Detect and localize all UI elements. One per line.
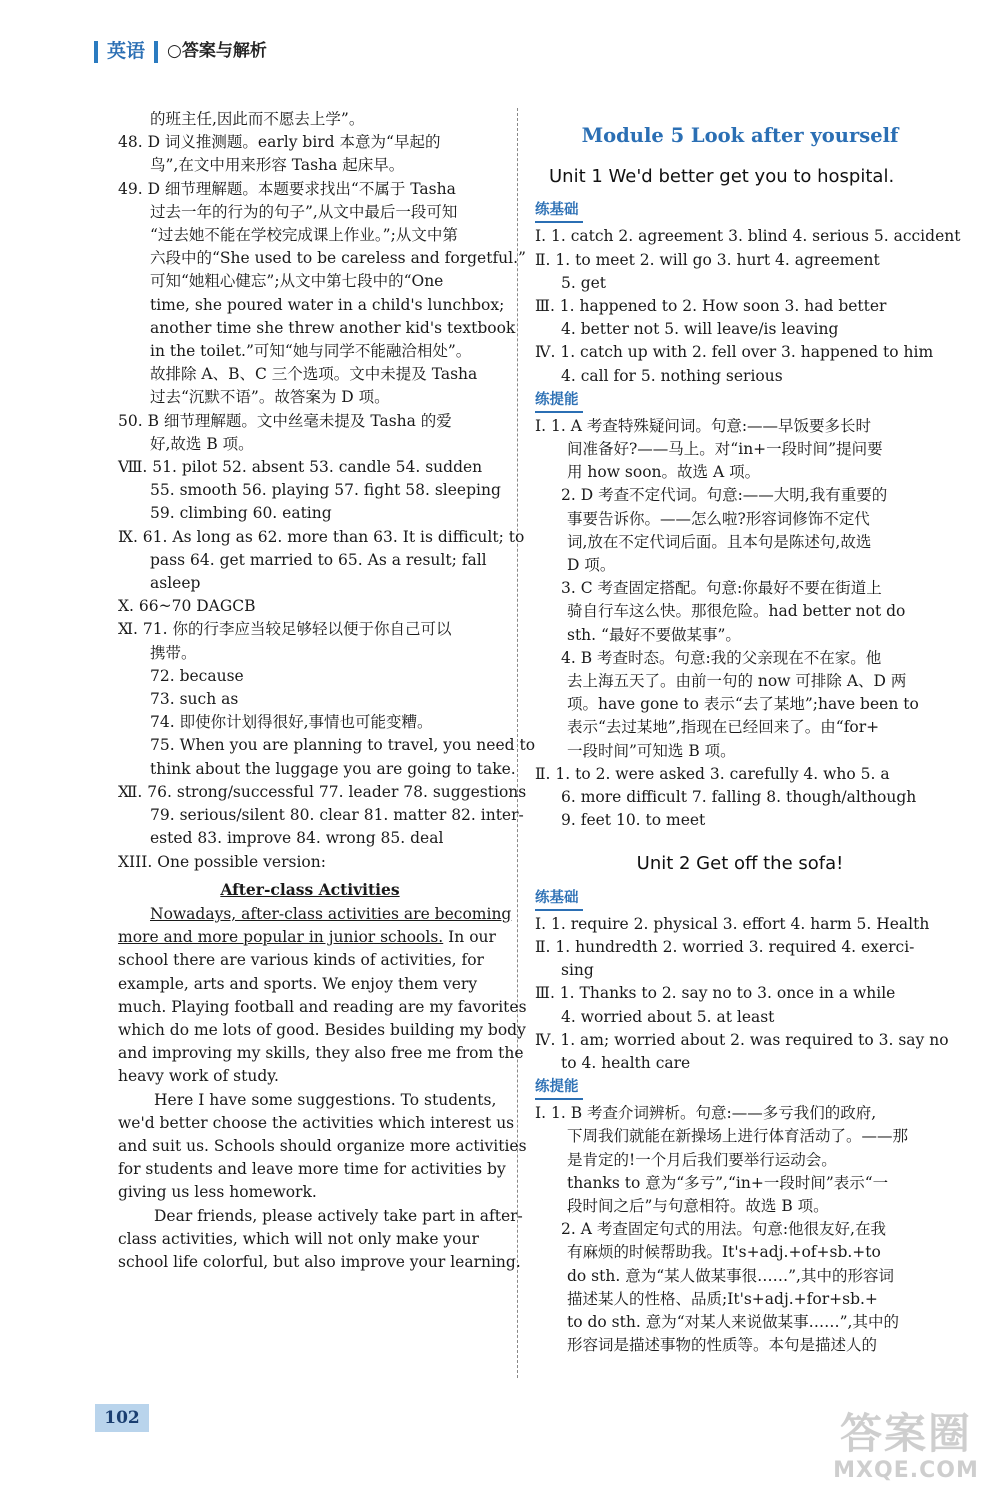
essay-line: [118, 903, 512, 926]
essay-line: for students and leave more time for activities by: [118, 1160, 506, 1179]
left-column: [118, 108, 536, 1274]
answer-line: 词,放在不定代词后面。且本句是陈述句,故选: [567, 532, 872, 551]
answer-line: to 4. health care: [561, 1053, 691, 1072]
answer-line: 段时间之后”与句意相符。故选 B 项。: [567, 1196, 829, 1215]
answer-line: Ⅻ. 76. strong/successful 77. leader 78. suggestions: [118, 782, 527, 801]
essay-line: heavy work of study.: [118, 1067, 279, 1086]
answer-line: 下周我们就能在新操场上进行体育活动了。——那: [567, 1127, 909, 1146]
answer-line: think about the luggage you are going to take.: [150, 759, 516, 778]
answer-line: 72. because: [150, 666, 244, 685]
answer-line: Ⅲ. 1. happened to 2. How soon 3. had better: [535, 297, 887, 316]
essay-line: and improving my skills, they also free me from the: [118, 1044, 524, 1063]
answer-line: 79. serious/silent 80. clear 81. matter 82. inter-: [150, 806, 524, 825]
answer-line: XIII. One possible version:: [118, 852, 326, 871]
essay-line: giving us less homework.: [118, 1183, 317, 1202]
answer-line: Ⅰ. 1. catch 2. agreement 3. blind 4. serious 5. accident: [535, 227, 961, 246]
essay-underlined-text: Nowadays, after-class activities are becoming: [150, 904, 512, 923]
page-number: 102: [95, 1404, 149, 1432]
answer-line: 形容词是描述事物的性质等。本句是描述人的: [567, 1336, 878, 1355]
unit1-title: Unit 1 We'd better get you to hospital.: [549, 166, 895, 188]
answer-line: 74. 即使你计划得很好,事情也可能变糟。: [150, 713, 433, 732]
answer-line: Ⅰ. 1. require 2. physical 3. effort 4. harm 5. Health: [535, 914, 930, 933]
section-tag-improve: 练提能: [535, 1077, 583, 1100]
answer-line: 4. B 考查时态。句意:我的父亲现在不在家。他: [561, 648, 882, 667]
essay-line: Here I have some suggestions. To students,: [154, 1090, 497, 1109]
section-tag-basic: 练基础: [535, 200, 583, 223]
answer-line: 4. better not 5. will leave/is leaving: [561, 320, 839, 339]
answer-line: 用 how soon。故选 A 项。: [567, 463, 761, 482]
answer-line: 73. such as: [150, 690, 239, 709]
answer-line: “过去她不能在学校完成课上作业。”;从文中第: [150, 226, 458, 245]
answer-line: sing: [561, 961, 594, 980]
section-tag-improve: 练提能: [535, 390, 583, 413]
answer-line: pass 64. get married to 65. As a result; fall: [150, 550, 487, 569]
answer-line: Ⅱ. 1. to 2. were asked 3. carefully 4. who 5. a: [535, 764, 890, 783]
header-accent-bar: [94, 41, 98, 63]
answer-line: 过去“沉默不语”。故答案为 D 项。: [150, 388, 390, 407]
essay-line: much. Playing football and reading are my favorites: [118, 997, 527, 1016]
answer-line: Ⅷ. 51. pilot 52. absent 53. candle 54. sudden: [118, 458, 483, 477]
answer-line: 6. more difficult 7. falling 8. though/although: [561, 788, 917, 807]
answer-line: 一段时间”可知选 B 项。: [567, 741, 736, 760]
answer-line: Ⅳ. 1. am; worried about 2. was required to 3. say no: [535, 1030, 949, 1049]
answer-line: 故排除 A、B、C 三个选项。文中未提及 Tasha: [150, 365, 478, 384]
answer-line: 是肯定的!一个月后我们要举行运动会。: [567, 1150, 837, 1169]
answer-line: 事要告诉你。——怎么啦?形容词修饰不定代: [567, 509, 870, 528]
answer-line: 携带。: [150, 643, 197, 662]
answer-line: do sth. 意为“某人做某事很……”,其中的形容词: [567, 1266, 894, 1285]
unit1-improve-answers: [535, 415, 945, 833]
essay-body: [118, 949, 527, 1274]
answer-line: 55. smooth 56. playing 57. fight 58. sleeping: [150, 481, 501, 500]
essay-line: Dear friends, please actively take part in after-: [154, 1206, 523, 1225]
answer-line: Ⅺ. 71. 你的行李应当较足够轻以便于你自己可以: [118, 620, 452, 639]
answer-line: Ⅱ. 1. to meet 2. will go 3. hurt 4. agreement: [535, 250, 880, 269]
answer-line: 75. When you are planning to travel, you need to: [150, 736, 536, 755]
answer-line: time, she poured water in a child's lunchbox;: [150, 295, 505, 314]
answer-line: Ⅳ. 1. catch up with 2. fell over 3. happened to him: [535, 343, 934, 362]
answer-line: to do sth. 意为“对某人来说做某事……”,其中的: [567, 1312, 899, 1331]
essay-title: After-class Activities: [220, 879, 400, 899]
answer-lines-left: [118, 108, 536, 874]
essay-line: we'd better choose the activities which interest us: [118, 1113, 515, 1132]
answer-line: sth. “最好不要做某事”。: [567, 625, 741, 644]
answer-line: 2. D 考查不定代词。句意:——大明,我有重要的: [561, 486, 888, 505]
essay-line: class activities, which will not only make your: [118, 1229, 479, 1248]
right-column: [535, 124, 961, 1357]
answer-line: Ⅲ. 1. Thanks to 2. say no to 3. once in a while: [535, 984, 896, 1003]
answer-line: 描述某人的性格、品质;It's+adj.+for+sb.+: [567, 1289, 878, 1308]
answer-line: 49. D 细节理解题。本题要求找出“不属于 Tasha: [118, 179, 456, 198]
answer-line: D 项。: [567, 556, 616, 575]
answer-line: 项。have gone to 表示“去了某地”;have been to: [567, 695, 919, 714]
answer-line: Ⅸ. 61. As long as 62. more than 63. It is difficult; to: [118, 527, 525, 546]
watermark-logo: [826, 1410, 986, 1484]
essay-line: school there are various kinds of activities, for: [118, 951, 484, 970]
watermark-url: MXQE.COM: [833, 1458, 979, 1483]
answer-line: 鸟”,在文中用来形容 Tasha 起床早。: [150, 156, 405, 175]
header-title: ○答案与解析: [167, 41, 267, 61]
page-header: [94, 40, 267, 63]
answer-line: 4. call for 5. nothing serious: [561, 366, 783, 385]
answer-line: ested 83. improve 84. wrong 85. deal: [150, 829, 444, 848]
answer-line: 59. climbing 60. eating: [150, 504, 332, 523]
essay-line: which do me lots of good. Besides building my body: [118, 1020, 526, 1039]
answer-line: 9. feet 10. to meet: [561, 811, 706, 830]
essay-line: [118, 926, 502, 949]
answer-line: 的班主任,因此而不愿去上学”。: [150, 110, 365, 128]
essay-line: example, arts and sports. We enjoy them very: [118, 974, 478, 993]
answer-line: 间准备好?——马上。对“in+一段时间”提问要: [567, 440, 883, 459]
unit2-title: Unit 2 Get off the sofa!: [636, 853, 844, 875]
unit2-improve-answers: [535, 1102, 945, 1357]
header-subject: 英语: [107, 40, 146, 62]
answer-line: 过去一年的行为的句子”,从文中最后一段可知: [150, 202, 458, 221]
answer-line: 2. A 考查固定句式的用法。句意:他很友好,在我: [561, 1220, 886, 1239]
answer-line: Ⅰ. 1. B 考查介词辨析。句意:——多亏我们的政府,: [535, 1104, 877, 1123]
answer-line: 48. D 词义推测题。early bird 本意为“早起的: [118, 133, 441, 152]
answer-line: 50. B 细节理解题。文中丝毫未提及 Tasha 的爱: [118, 411, 452, 430]
answer-line: 去上海五天了。由前一句的 now 可排除 A、D 两: [567, 672, 907, 691]
header-divider-bar: [154, 41, 158, 63]
answer-line: thanks to 意为“多亏”,“in+一段时间”表示“一: [567, 1173, 889, 1192]
answer-line: 4. worried about 5. at least: [561, 1007, 775, 1026]
essay-underlined-text: more and more popular in junior schools.: [118, 928, 444, 947]
module-title: Module 5 Look after yourself: [581, 124, 899, 147]
essay-line: and suit us. Schools should organize more activities: [118, 1136, 527, 1155]
section-tag-basic: 练基础: [535, 888, 583, 911]
answer-line: Ⅱ. 1. hundredth 2. worried 3. required 4. exerci-: [535, 937, 915, 956]
unit1-basic-answers: [535, 225, 961, 387]
answer-line: another time she threw another kid's textbook: [150, 318, 516, 337]
watermark-text: 答案圈: [839, 1409, 972, 1458]
answer-line: Ⅰ. 1. A 考查特殊疑问词。句意:——早饭要多长时: [535, 416, 872, 435]
answer-line: 5. get: [561, 273, 607, 292]
answer-line: 骑自行车这么快。那很危险。had better not do: [567, 602, 906, 621]
answer-line: asleep: [150, 574, 201, 593]
answer-line: in the toilet.”可知“她与同学不能融洽相处”。: [150, 342, 472, 361]
essay-text: In our: [443, 928, 496, 947]
answer-line: Ⅹ. 66~70 DAGCB: [118, 597, 256, 616]
essay-line: school life colorful, but also improve your learning.: [118, 1252, 521, 1271]
answer-line: 六段中的“She used to be careless and forgetful.”: [150, 249, 526, 268]
answer-line: 有麻烦的时候帮助我。It's+adj.+of+sb.+to: [567, 1243, 881, 1262]
answer-line: 3. C 考查固定搭配。句意:你最好不要在街道上: [561, 579, 882, 598]
answer-line: 可知“她粗心健忘”;从文中第七段中的“One: [150, 272, 444, 291]
answer-line: 表示“去过某地”,指现在已经回来了。由“for+: [567, 718, 880, 737]
unit2-basic-answers: [535, 913, 949, 1075]
answer-line: 好,故选 B 项。: [150, 434, 254, 453]
